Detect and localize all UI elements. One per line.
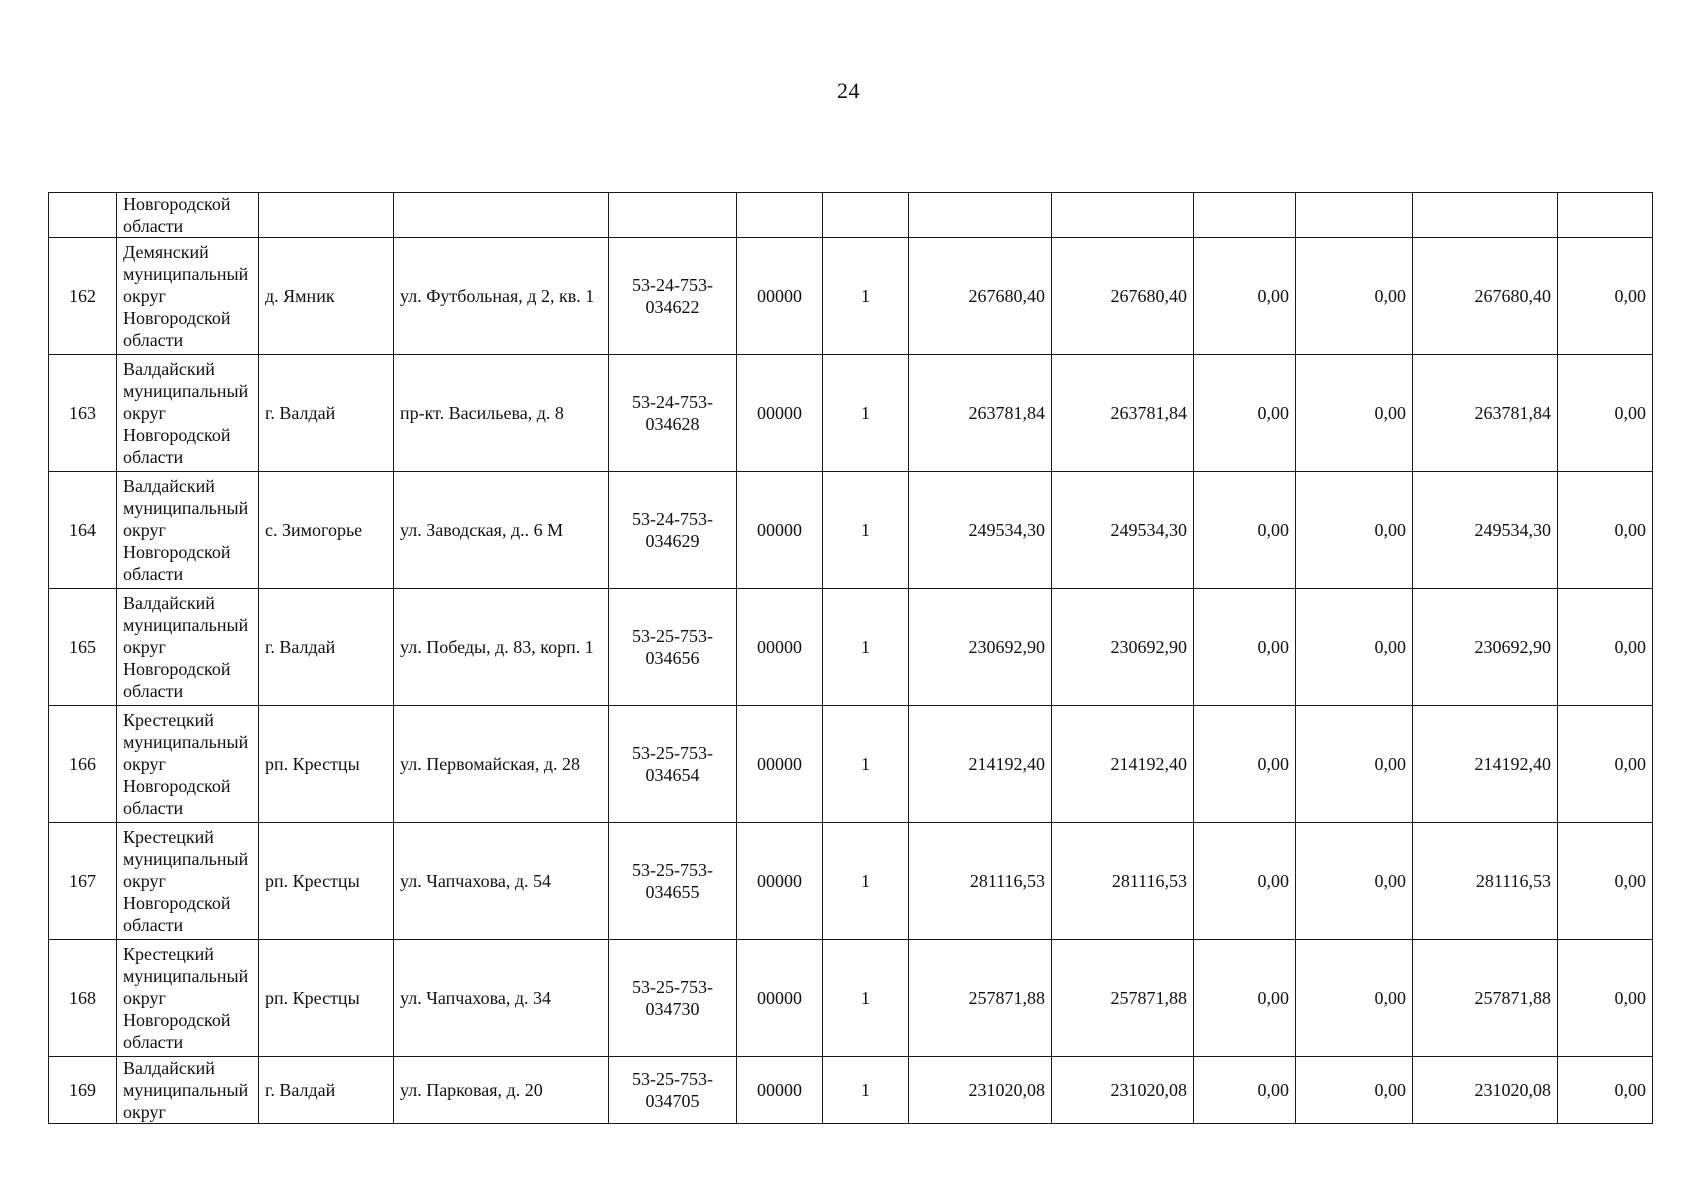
cell-municipality: Валдайский муниципальный округ Новгородской области <box>117 589 259 706</box>
page-number: 24 <box>837 78 860 103</box>
cell-quantity: 1 <box>823 823 909 940</box>
cell-sum-c: 0,00 <box>1296 472 1413 589</box>
cell-quantity: 1 <box>823 355 909 472</box>
table-row <box>49 589 1653 706</box>
cell-sum-a <box>1052 193 1194 238</box>
cell-sum-total <box>909 193 1052 238</box>
cell-sum-a: 267680,40 <box>1052 238 1194 355</box>
cell-number: 164 <box>49 472 117 589</box>
cell-sum-c: 0,00 <box>1296 706 1413 823</box>
cell-sum-a: 257871,88 <box>1052 940 1194 1057</box>
cell-settlement: рп. Крестцы <box>259 940 394 1057</box>
cell-oktmo: 53-25-753-034705 <box>609 1057 737 1124</box>
cell-sum-total: 231020,08 <box>909 1057 1052 1124</box>
cell-sum-a: 281116,53 <box>1052 823 1194 940</box>
cell-sum-b: 0,00 <box>1194 823 1296 940</box>
table-row <box>49 706 1653 823</box>
cell-municipality: Крестецкий муниципальный округ Новгородской области <box>117 940 259 1057</box>
cell-quantity: 1 <box>823 589 909 706</box>
cell-sum-total: 257871,88 <box>909 940 1052 1057</box>
cell-sum-b <box>1194 193 1296 238</box>
cell-code: 00000 <box>737 823 823 940</box>
cell-address: ул. Первомайская, д. 28 <box>394 706 609 823</box>
cell-sum-b: 0,00 <box>1194 940 1296 1057</box>
cell-sum-c: 0,00 <box>1296 355 1413 472</box>
cell-code: 00000 <box>737 355 823 472</box>
cell-sum-b: 0,00 <box>1194 589 1296 706</box>
cell-sum-e: 0,00 <box>1558 238 1653 355</box>
cell-address: ул. Заводская, д.. 6 М <box>394 472 609 589</box>
cell-quantity: 1 <box>823 1057 909 1124</box>
cell-sum-c: 0,00 <box>1296 823 1413 940</box>
cell-sum-c: 0,00 <box>1296 940 1413 1057</box>
cell-sum-d <box>1413 193 1558 238</box>
registry-table-body <box>49 193 1653 1124</box>
cell-sum-total: 230692,90 <box>909 589 1052 706</box>
cell-municipality: Крестецкий муниципальный округ Новгородской области <box>117 823 259 940</box>
cell-sum-e: 0,00 <box>1558 823 1653 940</box>
cell-number: 167 <box>49 823 117 940</box>
cell-sum-e <box>1558 193 1653 238</box>
cell-quantity: 1 <box>823 238 909 355</box>
table-row <box>49 355 1653 472</box>
table-row <box>49 940 1653 1057</box>
cell-oktmo: 53-24-753-034628 <box>609 355 737 472</box>
cell-address: ул. Парковая, д. 20 <box>394 1057 609 1124</box>
cell-oktmo <box>609 193 737 238</box>
cell-settlement: д. Ямник <box>259 238 394 355</box>
cell-municipality: Демянский муниципальный округ Новгородской области <box>117 238 259 355</box>
cell-sum-c: 0,00 <box>1296 1057 1413 1124</box>
cell-sum-b: 0,00 <box>1194 355 1296 472</box>
cell-oktmo: 53-25-753-034655 <box>609 823 737 940</box>
cell-quantity: 1 <box>823 940 909 1057</box>
cell-number: 166 <box>49 706 117 823</box>
cell-sum-a: 214192,40 <box>1052 706 1194 823</box>
cell-sum-c: 0,00 <box>1296 589 1413 706</box>
cell-municipality: Крестецкий муниципальный округ Новгородской области <box>117 706 259 823</box>
cell-sum-d: 281116,53 <box>1413 823 1558 940</box>
table-row-continuation <box>49 193 1653 238</box>
cell-code: 00000 <box>737 1057 823 1124</box>
cell-settlement: г. Валдай <box>259 355 394 472</box>
cell-sum-e: 0,00 <box>1558 472 1653 589</box>
cell-sum-total: 214192,40 <box>909 706 1052 823</box>
cell-sum-e: 0,00 <box>1558 589 1653 706</box>
cell-quantity <box>823 193 909 238</box>
cell-sum-d: 257871,88 <box>1413 940 1558 1057</box>
cell-sum-b: 0,00 <box>1194 238 1296 355</box>
cell-settlement: г. Валдай <box>259 1057 394 1124</box>
table-row-last <box>49 1057 1653 1124</box>
cell-sum-b: 0,00 <box>1194 1057 1296 1124</box>
cell-number: 165 <box>49 589 117 706</box>
cell-sum-d: 263781,84 <box>1413 355 1558 472</box>
cell-sum-total: 263781,84 <box>909 355 1052 472</box>
cell-address: пр-кт. Васильева, д. 8 <box>394 355 609 472</box>
cell-settlement <box>259 193 394 238</box>
cell-sum-e: 0,00 <box>1558 940 1653 1057</box>
cell-code <box>737 193 823 238</box>
cell-number: 163 <box>49 355 117 472</box>
cell-settlement: рп. Крестцы <box>259 823 394 940</box>
cell-address: ул. Футбольная, д 2, кв. 1 <box>394 238 609 355</box>
cell-code: 00000 <box>737 940 823 1057</box>
cell-sum-b: 0,00 <box>1194 706 1296 823</box>
cell-sum-d: 249534,30 <box>1413 472 1558 589</box>
cell-oktmo: 53-25-753-034730 <box>609 940 737 1057</box>
cell-code: 00000 <box>737 589 823 706</box>
cell-sum-total: 249534,30 <box>909 472 1052 589</box>
cell-number: 169 <box>49 1057 117 1124</box>
cell-sum-e: 0,00 <box>1558 355 1653 472</box>
cell-sum-a: 231020,08 <box>1052 1057 1194 1124</box>
cell-sum-c <box>1296 193 1413 238</box>
cell-municipality: Новгородской области <box>117 193 259 238</box>
cell-address: ул. Победы, д. 83, корп. 1 <box>394 589 609 706</box>
cell-municipality: Валдайский муниципальный округ Новгородской области <box>117 355 259 472</box>
cell-sum-d: 267680,40 <box>1413 238 1558 355</box>
cell-sum-a: 249534,30 <box>1052 472 1194 589</box>
cell-code: 00000 <box>737 706 823 823</box>
cell-sum-d: 231020,08 <box>1413 1057 1558 1124</box>
cell-sum-d: 230692,90 <box>1413 589 1558 706</box>
registry-table <box>48 192 1653 1124</box>
registry-table-wrapper <box>48 192 1652 1124</box>
cell-sum-total: 281116,53 <box>909 823 1052 940</box>
cell-number: 168 <box>49 940 117 1057</box>
cell-sum-a: 263781,84 <box>1052 355 1194 472</box>
cell-sum-b: 0,00 <box>1194 472 1296 589</box>
cell-sum-a: 230692,90 <box>1052 589 1194 706</box>
cell-municipality: Валдайский муниципальный округ <box>117 1057 259 1124</box>
table-row <box>49 823 1653 940</box>
cell-oktmo: 53-25-753-034654 <box>609 706 737 823</box>
cell-quantity: 1 <box>823 706 909 823</box>
cell-code: 00000 <box>737 238 823 355</box>
cell-address: ул. Чапчахова, д. 34 <box>394 940 609 1057</box>
table-row <box>49 238 1653 355</box>
cell-quantity: 1 <box>823 472 909 589</box>
cell-code: 00000 <box>737 472 823 589</box>
cell-address <box>394 193 609 238</box>
cell-sum-e: 0,00 <box>1558 706 1653 823</box>
cell-oktmo: 53-24-753-034622 <box>609 238 737 355</box>
cell-sum-c: 0,00 <box>1296 238 1413 355</box>
cell-settlement: с. Зимогорье <box>259 472 394 589</box>
cell-settlement: рп. Крестцы <box>259 706 394 823</box>
cell-oktmo: 53-25-753-034656 <box>609 589 737 706</box>
cell-number <box>49 193 117 238</box>
cell-municipality: Валдайский муниципальный округ Новгородской области <box>117 472 259 589</box>
cell-sum-d: 214192,40 <box>1413 706 1558 823</box>
table-row <box>49 472 1653 589</box>
cell-sum-total: 267680,40 <box>909 238 1052 355</box>
cell-sum-e: 0,00 <box>1558 1057 1653 1124</box>
cell-oktmo: 53-24-753-034629 <box>609 472 737 589</box>
cell-settlement: г. Валдай <box>259 589 394 706</box>
cell-number: 162 <box>49 238 117 355</box>
cell-address: ул. Чапчахова, д. 54 <box>394 823 609 940</box>
